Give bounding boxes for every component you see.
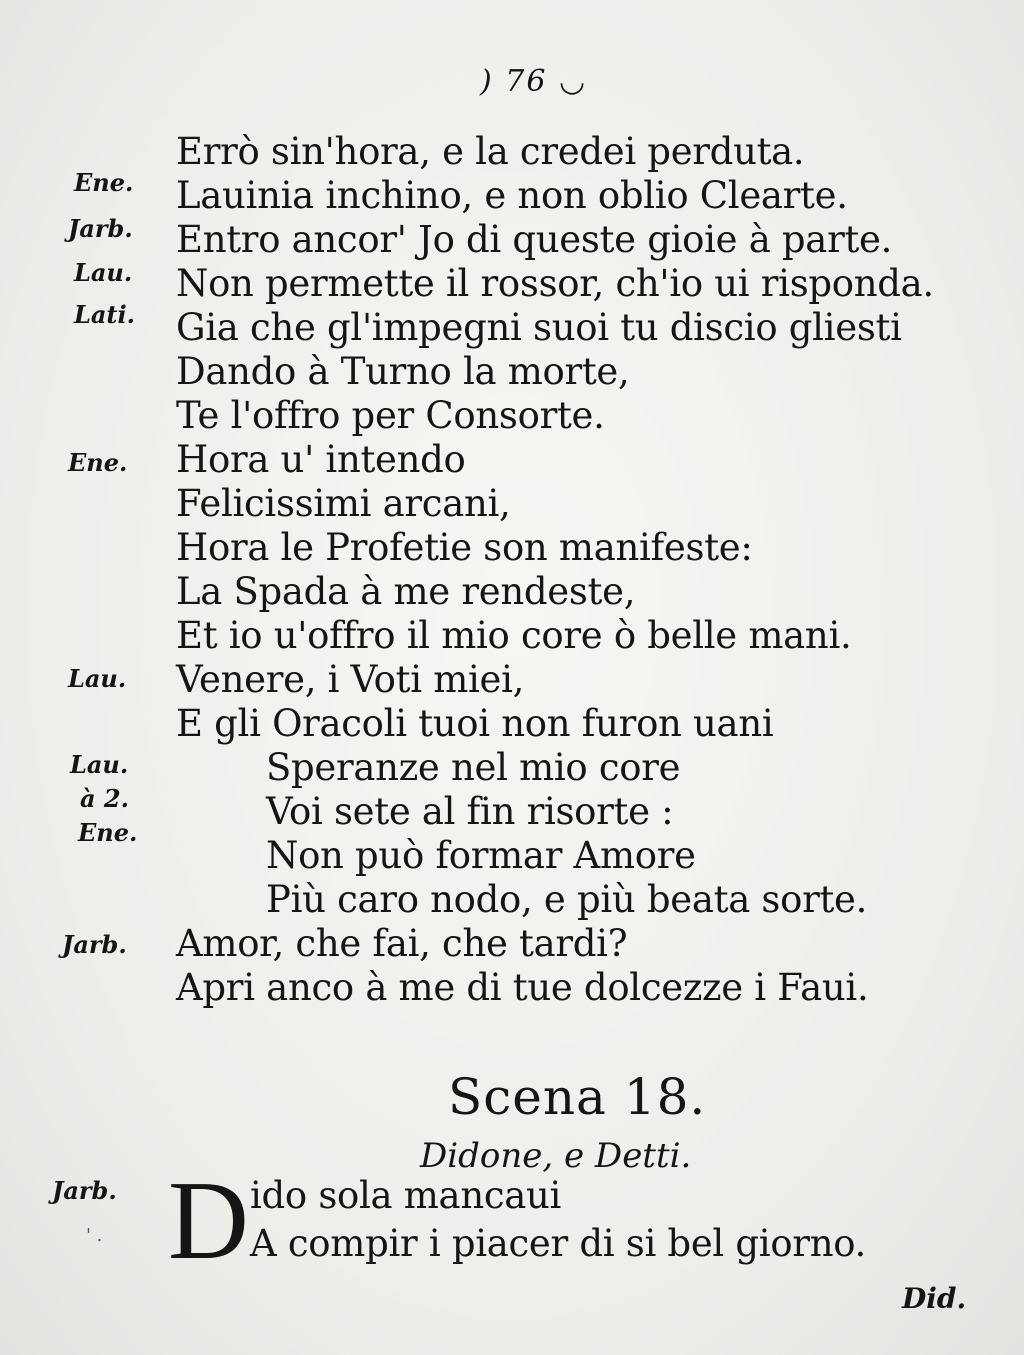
verse-line: Entro ancor' Jo di queste gioie à parte. bbox=[176, 218, 893, 261]
verse-line: Errò sin'hora, e la credei perduta. bbox=[176, 130, 805, 173]
speaker-label: Lau. bbox=[74, 258, 133, 287]
speaker-label: Jarb. bbox=[62, 930, 127, 959]
verse-line: Et io u'offro il mio core ò belle mani. bbox=[176, 614, 852, 657]
catchword: Did. bbox=[902, 1282, 967, 1315]
speaker-label: Ene. bbox=[74, 168, 134, 197]
speaker-label: Ene. bbox=[68, 448, 128, 477]
verse-line: Più caro nodo, e più beata sorte. bbox=[266, 878, 868, 921]
verse-line: A compir i piacer di si bel giorno. bbox=[250, 1222, 867, 1265]
verse-line: Dando à Turno la morte, bbox=[176, 350, 630, 393]
verse-line: E gli Oracoli tuoi non furon uani bbox=[176, 702, 774, 745]
page-number: ) 76 ◡ bbox=[480, 64, 588, 99]
speaker-label: Jarb. bbox=[68, 214, 133, 243]
verse-line: Te l'offro per Consorte. bbox=[176, 394, 605, 437]
speaker-label: à 2. bbox=[80, 784, 129, 813]
verse-line: Hora le Profetie son manifeste: bbox=[176, 526, 753, 569]
scene-title: Scena 18. bbox=[448, 1068, 707, 1126]
verse-line: Non può formar Amore bbox=[266, 834, 696, 877]
verse-line: Non permette il rossor, ch'io ui risponda. bbox=[176, 262, 934, 305]
drop-cap: D bbox=[168, 1159, 249, 1283]
verse-line: La Spada à me rendeste, bbox=[176, 570, 636, 613]
verse-line: Lauinia inchino, e non oblio Clearte. bbox=[176, 174, 848, 217]
verse-line: Amor, che fai, che tardi? bbox=[176, 922, 628, 965]
speaker-label: Lati. bbox=[74, 300, 135, 329]
speaker-label: Ene. bbox=[78, 818, 138, 847]
verse-line: Venere, i Voti miei, bbox=[176, 658, 525, 701]
speaker-label: Lau. bbox=[70, 750, 129, 779]
margin-mark: ' . bbox=[86, 1225, 103, 1246]
verse-line: Gia che gl'impegni suoi tu discio gliesti bbox=[176, 306, 902, 349]
speaker-label: Jarb. bbox=[52, 1176, 117, 1205]
verse-line: Voi sete al fin risorte : bbox=[266, 790, 674, 833]
verse-line: ido sola mancaui bbox=[250, 1174, 562, 1217]
verse-line: Hora u' intendo bbox=[176, 438, 466, 481]
speaker-label: Lau. bbox=[68, 664, 127, 693]
verse-line: Apri anco à me di tue dolcezze i Faui. bbox=[176, 966, 869, 1009]
verse-line: Speranze nel mio core bbox=[266, 746, 681, 789]
scene-subtitle: Didone, e Detti. bbox=[420, 1136, 692, 1176]
verse-line: Felicissimi arcani, bbox=[176, 482, 511, 525]
